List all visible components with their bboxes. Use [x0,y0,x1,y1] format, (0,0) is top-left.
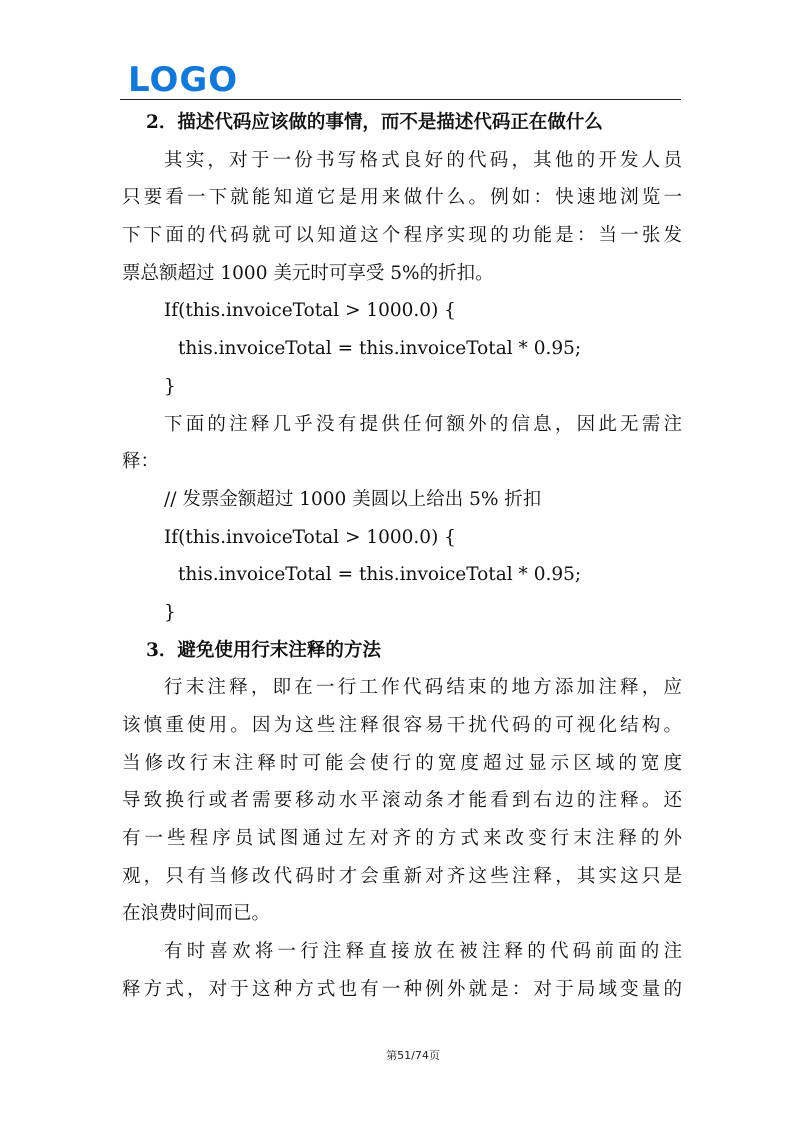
paragraph-line: 有时喜欢将一行注释直接放在被注释的代码前面的注 [164,941,682,963]
section-heading: 3．避免使用行末注释的方法 [146,639,381,661]
code-line: If(this.invoiceTotal > 1000.0) { [164,526,456,548]
paragraph-line: 当修改行末注释时可能会使行的宽度超过显示区域的宽度 [122,752,682,774]
paragraph-line: 观，只有当修改代码时才会重新对齐这些注释，其实这只是 [122,865,682,887]
paragraph-line: 导致换行或者需要移动水平滚动条才能看到右边的注释。还 [122,790,682,812]
paragraph-line: 其实，对于一份书写格式良好的代码，其他的开发人员 [164,149,682,171]
paragraph-line: 释方式，对于这种方式也有一种例外就是：对于局域变量的 [122,978,682,1000]
header-rule [120,99,681,100]
paragraph-line: 只要看一下就能知道它是用来做什么。例如：快速地浏览一 [122,187,682,209]
code-comment-line: // 发票金额超过 1000 美圆以上给出 5% 折扣 [164,488,542,510]
paragraph-line: 下面的注释几乎没有提供任何额外的信息，因此无需注 [164,413,682,435]
paragraph-line: 释： [122,451,160,473]
code-line: this.invoiceTotal = this.invoiceTotal * 0.95; [178,564,582,586]
code-line: } [164,601,176,623]
document-body [122,104,682,1009]
page-number-text: 第51/74页 [386,1049,440,1062]
code-line: this.invoiceTotal = this.invoiceTotal * 0.95; [178,338,582,360]
page-number [0,1047,800,1063]
section-heading: 2．描述代码应该做的事情，而不是描述代码正在做什么 [146,112,603,133]
logo: LOGO [128,60,239,100]
paragraph-line: 下下面的代码就可以知道这个程序实现的功能是：当一张发 [122,225,682,247]
paragraph-line: 行末注释，即在一行工作代码结束的地方添加注释，应 [164,677,682,699]
code-line: } [164,375,176,397]
paragraph-line: 有一些程序员试图通过左对齐的方式来改变行末注释的外 [122,828,682,850]
paragraph-line: 票总额超过 1000 美元时可享受 5%的折扣。 [122,262,494,284]
paragraph-line: 在浪费时间而已。 [122,903,271,925]
paragraph-line: 该慎重使用。因为这些注释很容易干扰代码的可视化结构。 [122,715,682,736]
code-line: If(this.invoiceTotal > 1000.0) { [164,300,456,322]
